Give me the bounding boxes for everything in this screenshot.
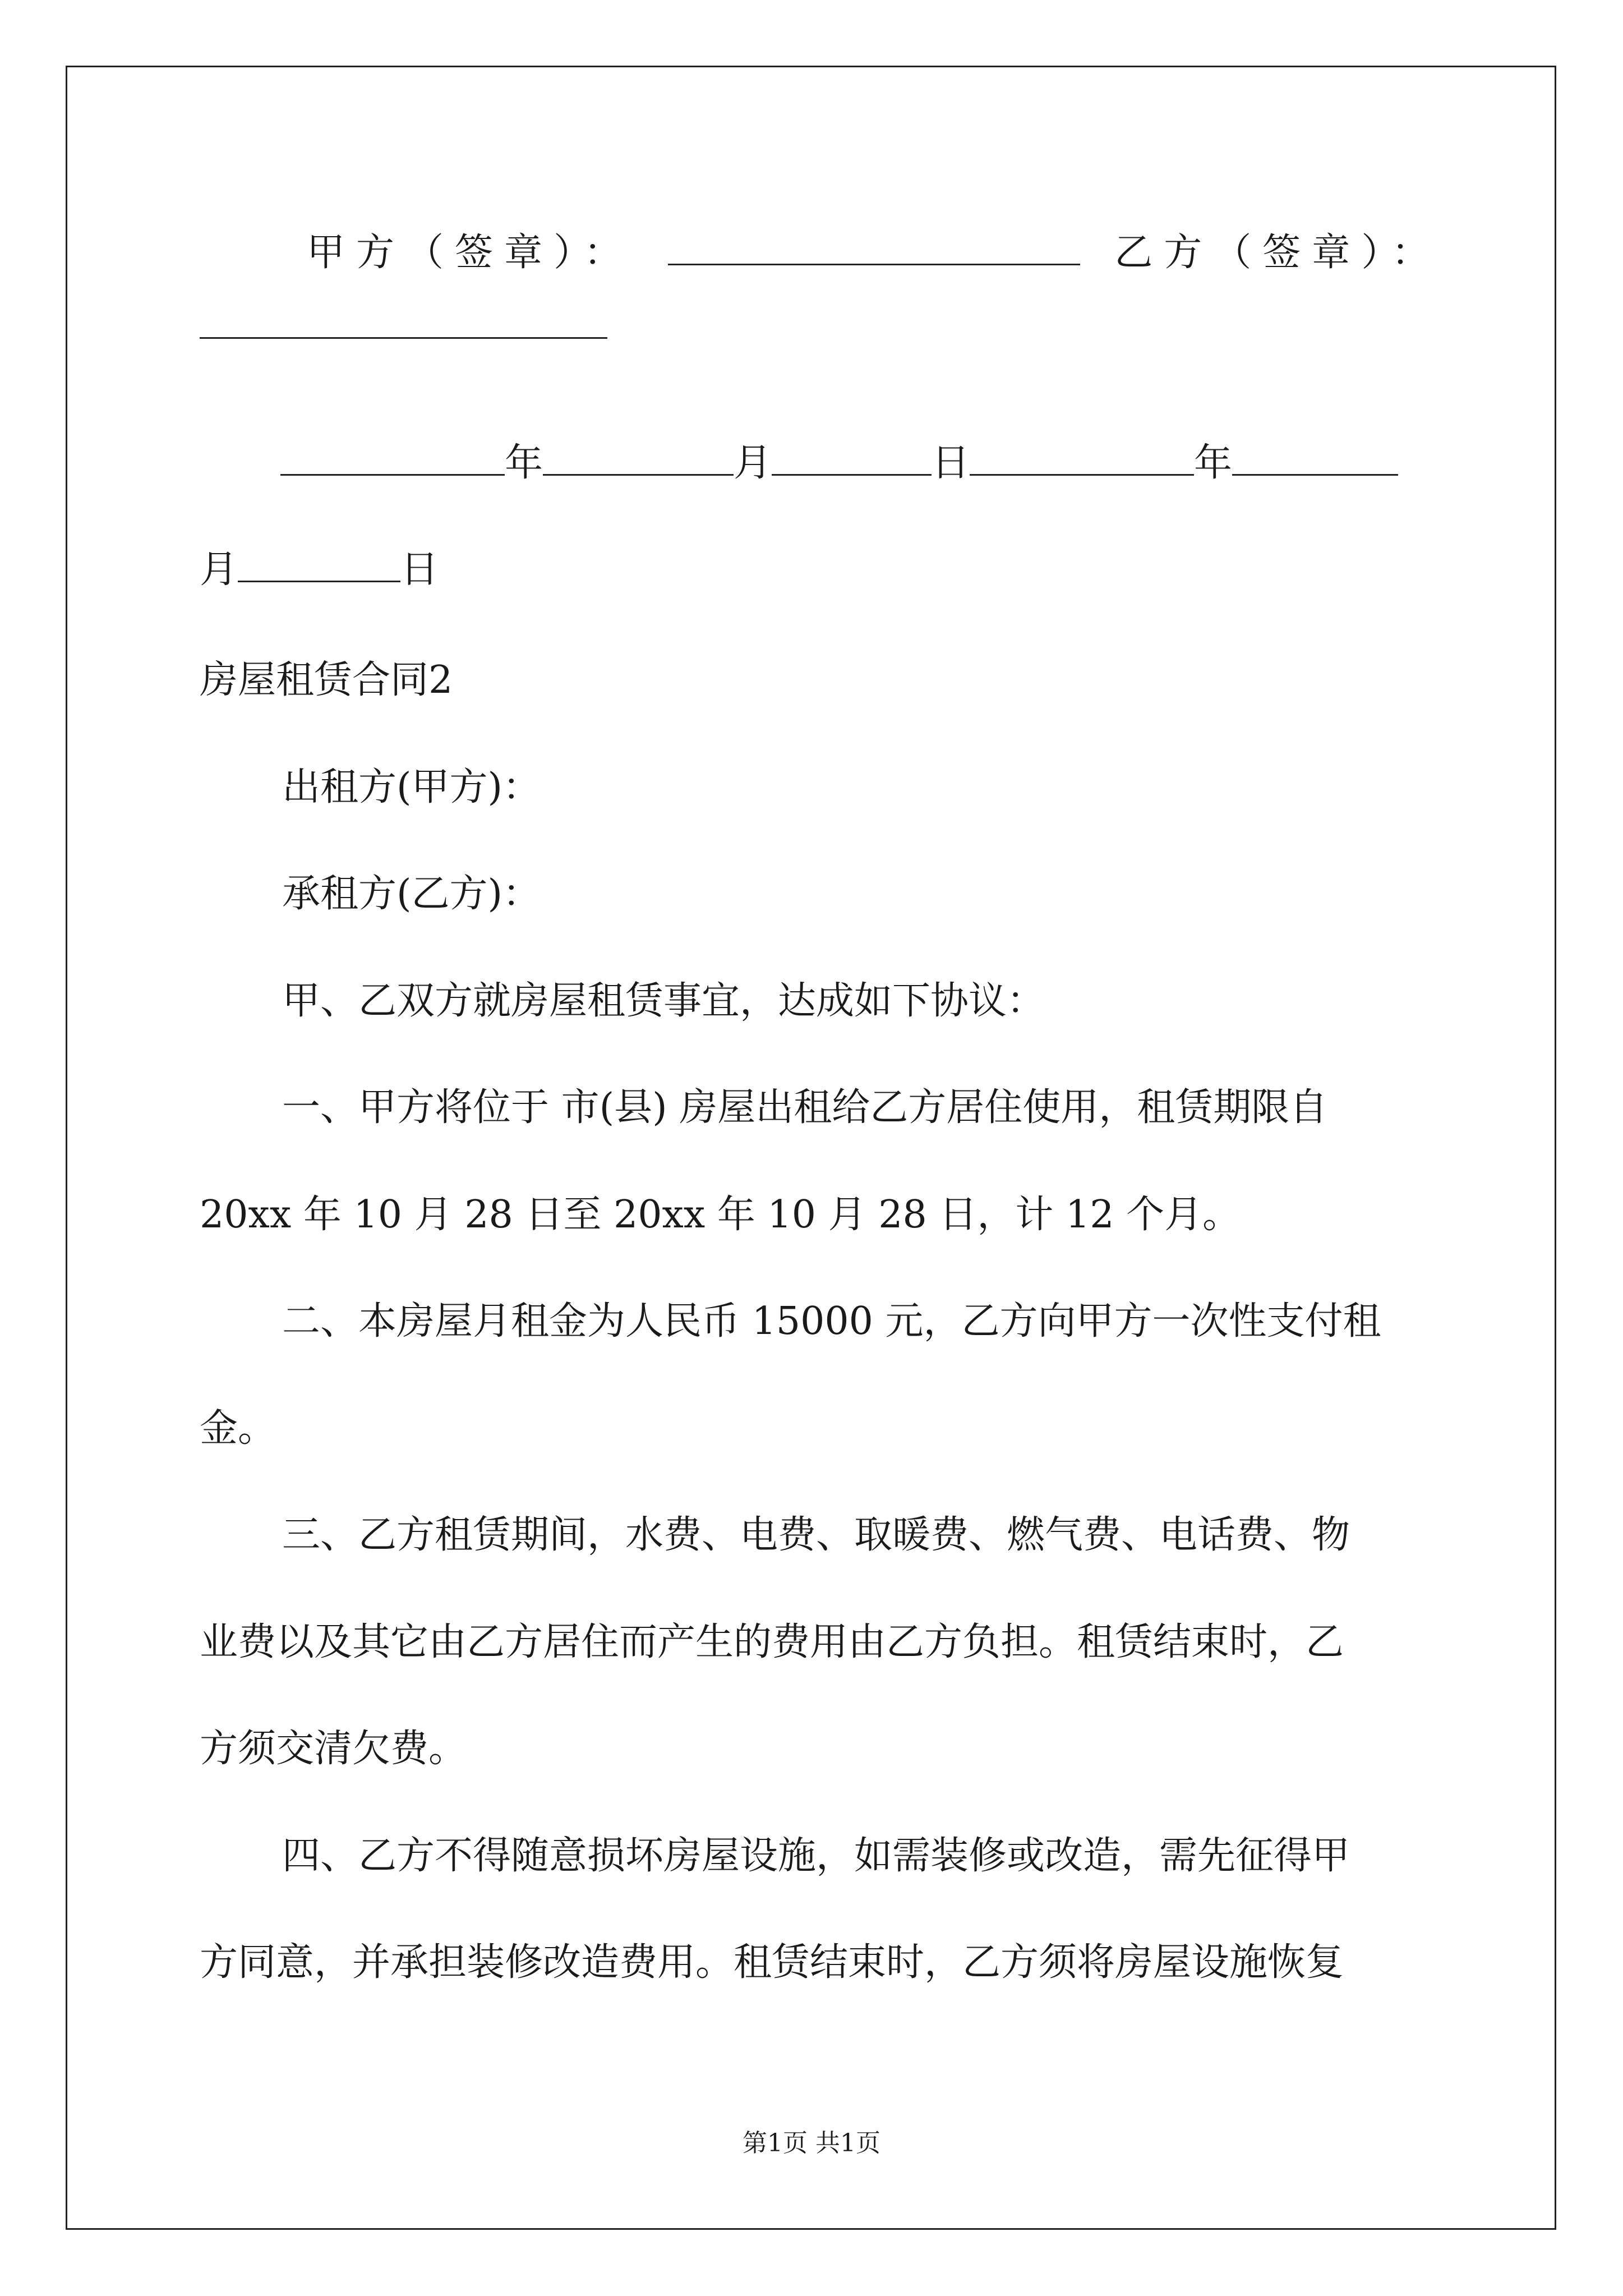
date-year-1: 年 bbox=[505, 441, 543, 485]
clause-3-line-3: 方须交清欠费。 bbox=[200, 1727, 467, 1771]
party-b-signature-label: 乙方（签章）： bbox=[1114, 231, 1441, 275]
page-footer: 第1页 共1页 bbox=[743, 2129, 880, 2157]
date-blank-month-1 bbox=[543, 441, 734, 476]
clause-1-line-2: 20xx 年 10 月 28 日至 20xx 年 10 月 28 日，计 12 个月。 bbox=[200, 1193, 1241, 1237]
lessor-line: 出租方(甲方)： bbox=[282, 765, 541, 809]
lessee-line: 承租方(乙方)： bbox=[282, 872, 541, 916]
clause-2-line-2: 金。 bbox=[200, 1406, 276, 1451]
signature-date-line-2 bbox=[200, 547, 439, 592]
date-day-2: 日 bbox=[400, 547, 439, 592]
date-blank-day-2 bbox=[238, 548, 400, 582]
date-day-1: 日 bbox=[932, 441, 970, 485]
date-blank-month-2 bbox=[1232, 441, 1398, 476]
clause-3-line-1: 三、乙方租赁期间，水费、电费、取暖费、燃气费、电话费、物 bbox=[282, 1513, 1350, 1557]
intro-paragraph: 甲、乙双方就房屋租赁事宜，达成如下协议： bbox=[282, 979, 1045, 1023]
clause-3-line-2: 业费以及其它由乙方居住而产生的费用由乙方负担。租赁结束时，乙 bbox=[200, 1620, 1344, 1664]
contract-title: 房屋租赁合同2 bbox=[200, 658, 453, 702]
party-b-signature-blank bbox=[200, 305, 607, 339]
clause-4-line-2: 方同意，并承担装修改造费用。租赁结束时，乙方须将房屋设施恢复 bbox=[200, 1940, 1344, 1985]
date-blank-year-1 bbox=[280, 441, 505, 476]
clause-1-line-1: 一、甲方将位于 市(县) 房屋出租给乙方居住使用，租赁期限自 bbox=[282, 1085, 1328, 1130]
date-month-1: 月 bbox=[734, 441, 772, 485]
date-month-2: 月 bbox=[200, 547, 238, 592]
signature-line-parties bbox=[307, 231, 1441, 275]
page-frame bbox=[66, 66, 1556, 2230]
date-year-2: 年 bbox=[1194, 441, 1233, 485]
signature-date-line-1 bbox=[280, 441, 1398, 486]
clause-2-line-1: 二、本房屋月租金为人民币 15000 元，乙方向甲方一次性支付租 bbox=[282, 1299, 1381, 1343]
date-blank-day-1 bbox=[772, 441, 932, 476]
clause-4-line-1: 四、乙方不得随意损坏房屋设施，如需装修或改造，需先征得甲 bbox=[282, 1834, 1350, 1878]
date-blank-year-2 bbox=[970, 441, 1194, 476]
party-b-signature-blank-line bbox=[200, 304, 607, 349]
party-a-signature-label: 甲方（签章）： bbox=[307, 231, 634, 275]
party-a-signature-blank bbox=[668, 231, 1080, 265]
